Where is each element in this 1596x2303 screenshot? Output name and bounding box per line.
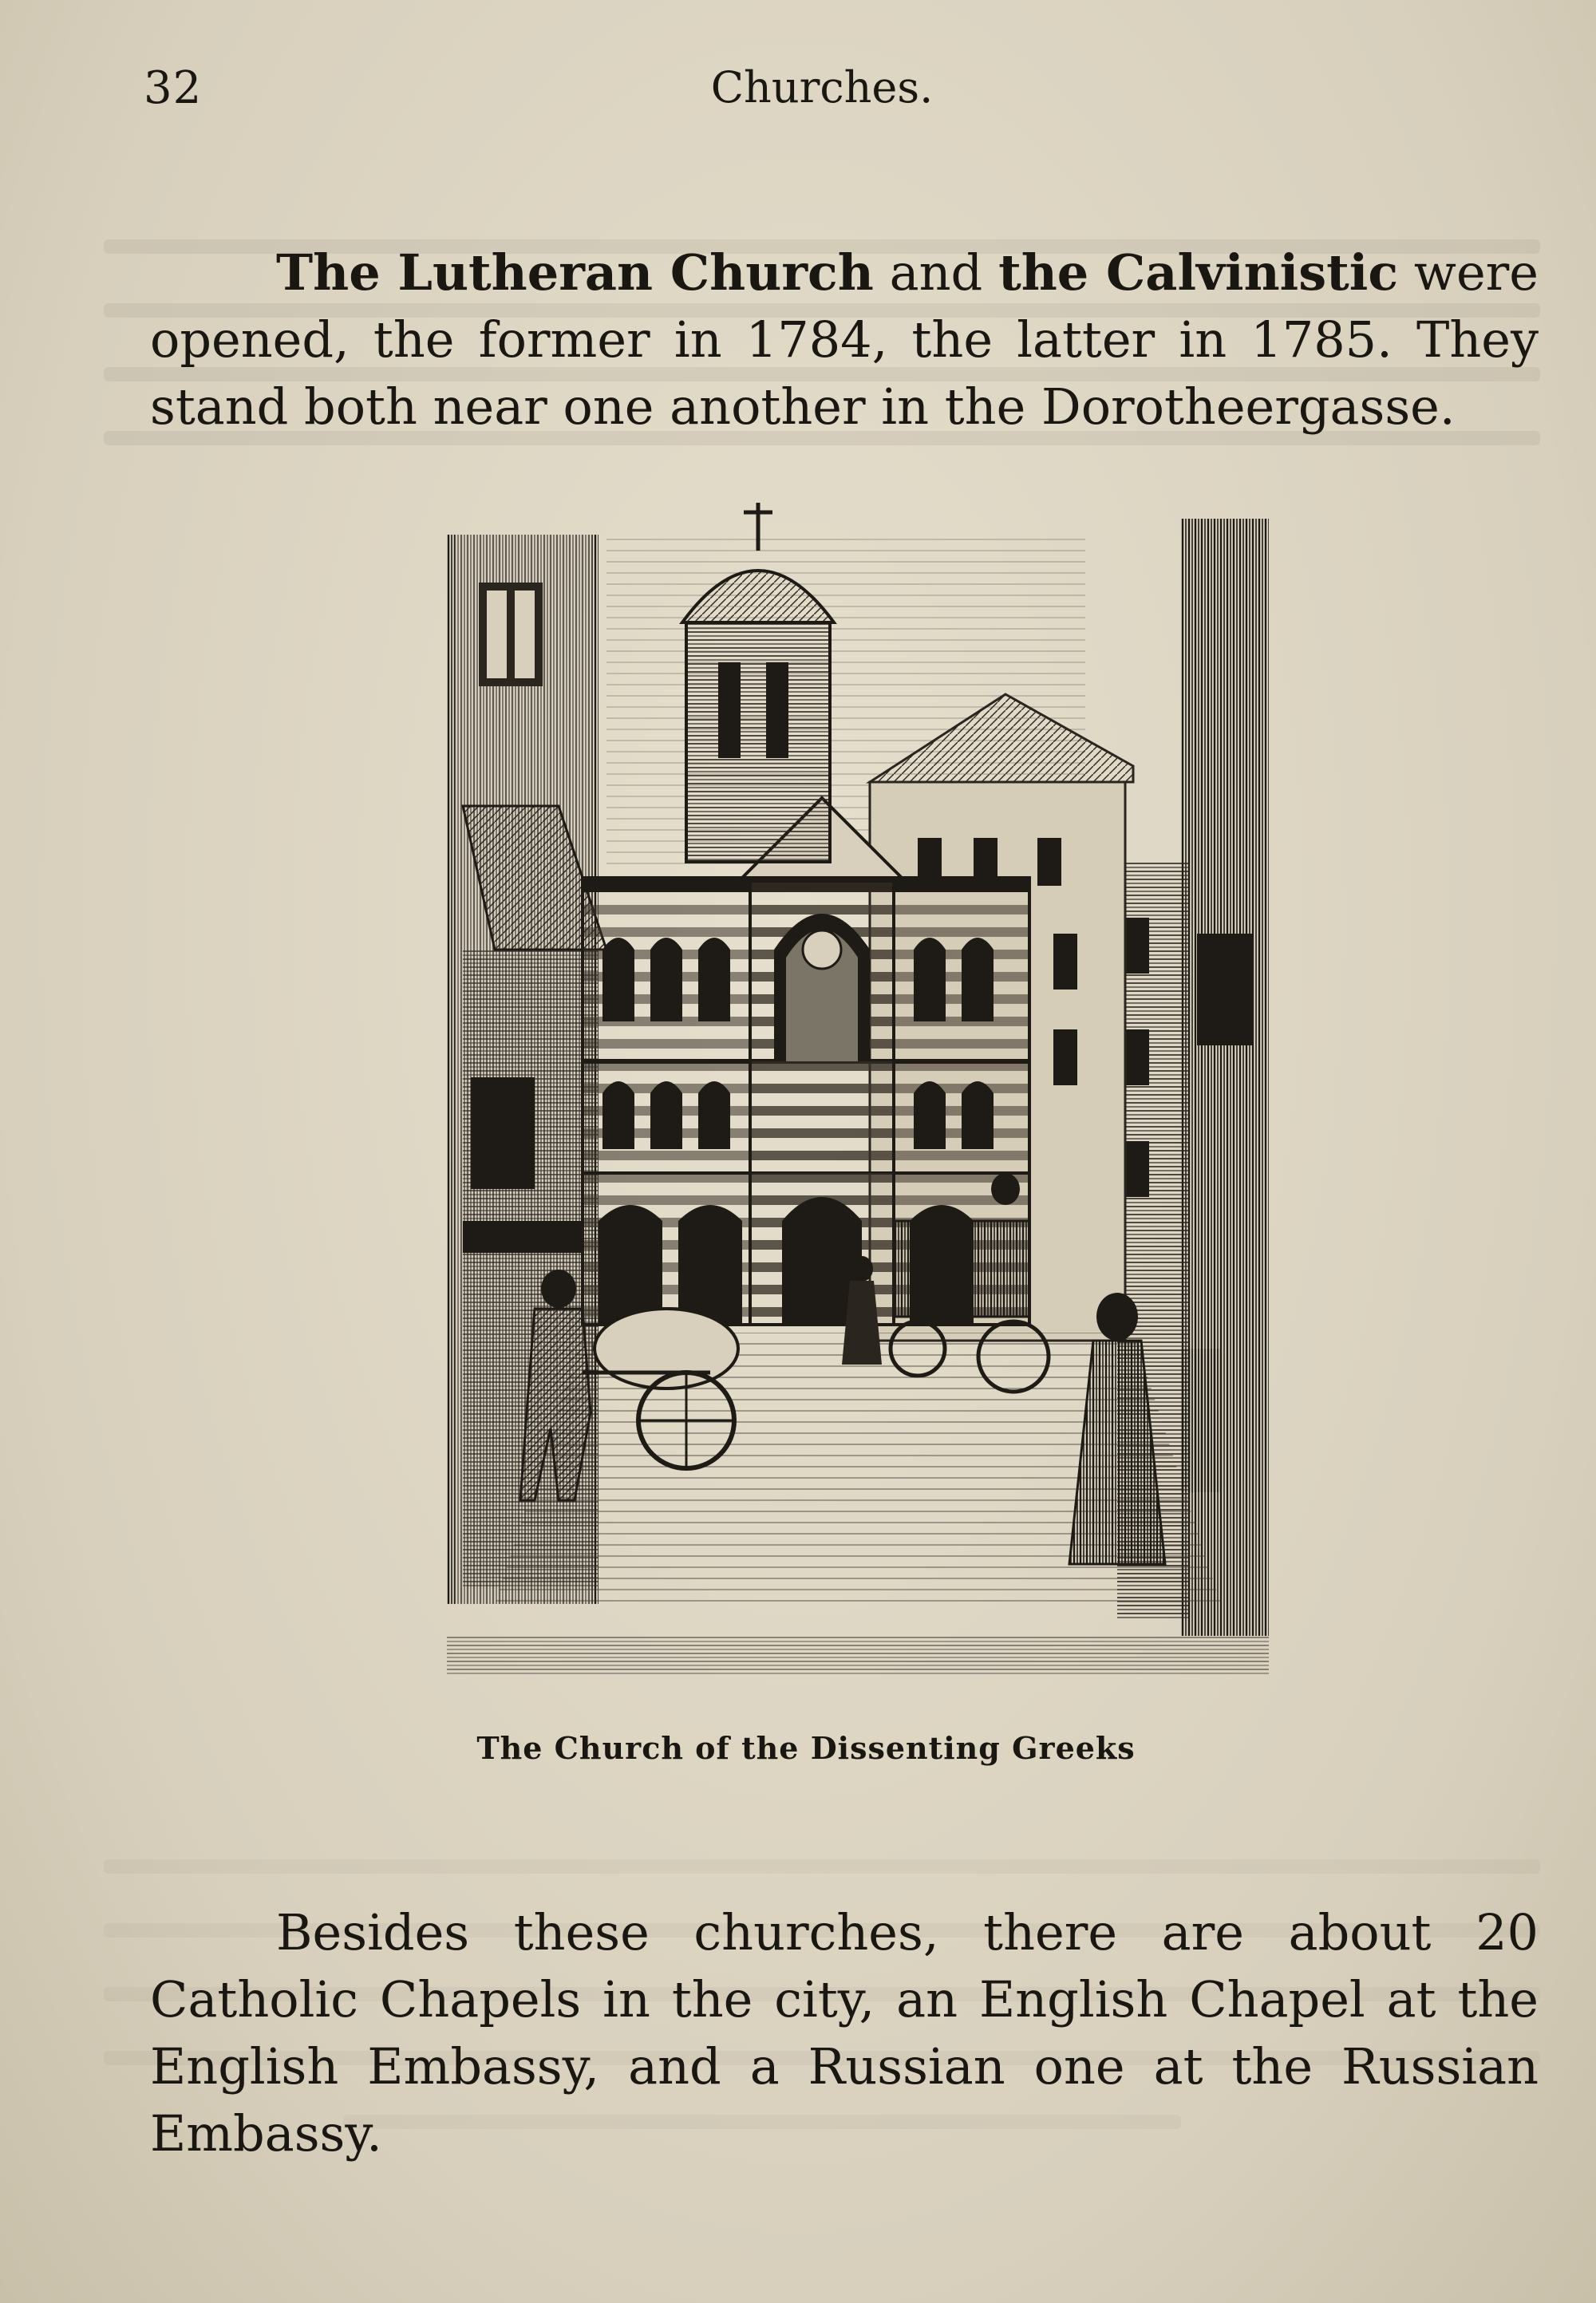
page-header	[144, 62, 1500, 118]
bleed-through-line	[104, 1859, 1540, 1874]
running-head: Churches.	[710, 62, 934, 113]
lutheran-church-term: The Lutheran Church	[276, 243, 874, 302]
paragraph-chapels: Besides these churches, there are about 20 Catholic Chapels in the city, an English Chapel at the English Embassy, and a Russian one at the Russian Embassy.	[150, 1903, 1539, 2163]
paragraph-body-text: were opened, the former in 1784, the latter in 1785. They stand both near one another in the Dorotheergasse.	[150, 243, 1539, 436]
church-engraving-illustration	[447, 503, 1269, 1676]
paragraph-lutheran-calvinistic	[150, 239, 1539, 440]
figure-caption: The Church of the Dissenting Greeks	[476, 1730, 1136, 1766]
page-number: 32	[144, 62, 203, 114]
conjunction-text: and	[873, 243, 999, 302]
calvinistic-church-term: the Calvinistic	[998, 243, 1399, 302]
